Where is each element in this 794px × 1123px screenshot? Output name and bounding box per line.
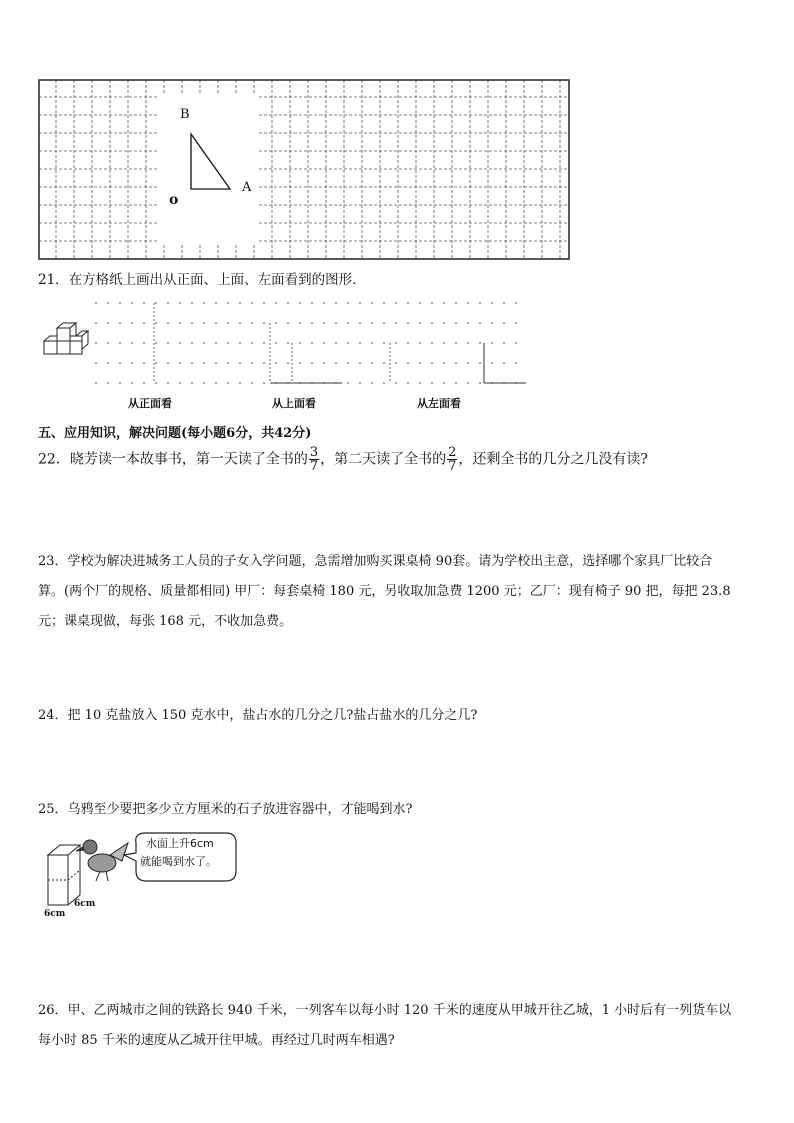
cube-stack-figure — [40, 320, 92, 360]
dot-grid-svg — [92, 295, 532, 387]
question-23 — [38, 547, 731, 637]
question-text: 在方格纸上画出从正面、上面、左面看到的图形． — [68, 272, 366, 288]
label-a: A — [242, 180, 252, 195]
question-number: 21． — [38, 272, 69, 288]
question-line: 每小时 85 千米的速度从乙城开往甲城。再经过几时两车相遇? — [38, 1033, 395, 1048]
speech-bubble-line2: 就能喝到水了。 — [140, 855, 217, 868]
question-24: 24．把 10 克盐放入 150 克水中，盐占水的几分之几?盐占盐水的几分之几? — [38, 708, 478, 723]
question-26 — [38, 996, 731, 1056]
label-o: o — [169, 192, 179, 208]
section-title: 五、应用知识，解决问题(每小题6分，共42分) — [38, 426, 312, 441]
view-label-front: 从正面看 — [128, 397, 172, 410]
question-text-part3: ，还剩全书的几分之几没有读? — [458, 451, 648, 468]
question-number: 22． — [38, 451, 70, 468]
view-label-top: 从上面看 — [272, 397, 316, 410]
dimension-label-depth: 6cm — [74, 899, 96, 909]
fraction-two-sevenths: $\frac{2}{7}$ — [448, 445, 457, 474]
label-b: B — [180, 107, 190, 122]
question-line: 26．甲、乙两城市之间的铁路长 940 千米，一列客车以每小时 120 千米的速度从甲城开往乙城，1 小时后有一列货车以 — [38, 1003, 732, 1018]
dimension-label-width: 6cm — [44, 909, 66, 919]
question-22 — [38, 446, 648, 473]
question-line: 算。(两个厂的规格、质量都相同) 甲厂：每套桌椅 180 元，另收取加急费 1200 元；乙厂：现有椅子 90 把，每把 23.8 — [38, 584, 731, 599]
grid-figure — [38, 79, 570, 260]
question-25: 25．乌鸦至少要把多少立方厘米的石子放进容器中，才能喝到水? — [38, 802, 413, 817]
fraction-three-sevenths: $\frac{3}{7}$ — [309, 445, 319, 474]
dot-grid — [92, 295, 532, 387]
grid-svg — [38, 79, 570, 260]
question-line: 23．学校为解决进城务工人员的子女入学问题，急需增加购买课桌椅 90套。请为学校出主意，选择哪个家具厂比较合 — [38, 554, 713, 569]
crow-container-figure — [40, 825, 240, 925]
question-line: 元；课桌现做，每张 168 元，不收加急费。 — [38, 614, 293, 629]
speech-bubble-line1: 水面上升6cm — [146, 837, 214, 850]
view-label-left: 从左面看 — [417, 397, 461, 410]
question-text-part1: 晓芳读一本故事书，第一天读了全书的 — [69, 451, 308, 468]
question-text-part2: ，第二天读了全书的 — [320, 451, 447, 468]
question-21 — [38, 270, 366, 290]
